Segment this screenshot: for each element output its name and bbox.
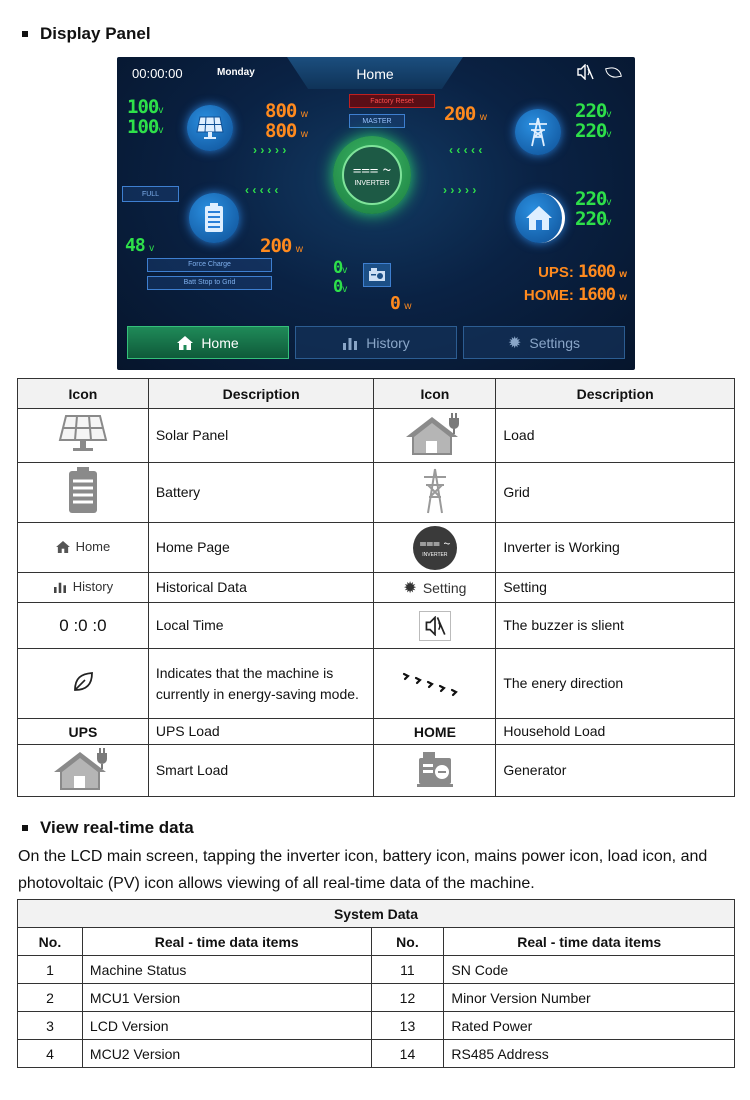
panel-nav-tabs bbox=[127, 326, 625, 359]
table-row bbox=[18, 649, 735, 719]
table-caption-row bbox=[18, 900, 735, 928]
icon-cell bbox=[18, 603, 149, 649]
icon-cell bbox=[18, 649, 149, 719]
load-house-icon bbox=[406, 411, 464, 457]
generator-icon bbox=[415, 750, 455, 788]
pv-voltage bbox=[127, 96, 164, 139]
battery-voltage-unit: v bbox=[149, 243, 155, 254]
table-header-row bbox=[18, 928, 735, 956]
header-icon: Icon bbox=[374, 379, 496, 409]
panel-day: Monday bbox=[217, 67, 255, 78]
dc-ac-symbol: ⩶ ∼ bbox=[419, 536, 451, 550]
header-items: Real - time data items bbox=[444, 928, 735, 956]
ups-value: 1600 bbox=[578, 262, 616, 282]
icon-cell bbox=[18, 463, 149, 523]
icon-cell bbox=[374, 719, 496, 745]
row-item: LCD Version bbox=[82, 1012, 371, 1040]
table-caption: System Data bbox=[18, 900, 735, 928]
description-cell: Solar Panel bbox=[148, 409, 374, 463]
home-tab-sample-label: Home bbox=[75, 539, 111, 555]
header-icon: Icon bbox=[18, 379, 149, 409]
home-icon bbox=[177, 336, 193, 350]
smart-load-icon bbox=[54, 746, 112, 792]
header-items: Real - time data items bbox=[82, 928, 371, 956]
generator-power-unit: w bbox=[404, 301, 412, 312]
row-item: MCU2 Version bbox=[82, 1040, 371, 1068]
grid-tower-icon bbox=[525, 117, 551, 147]
load-voltage-unit: v bbox=[606, 197, 612, 208]
grid-tower-icon bbox=[422, 468, 448, 514]
grid-power bbox=[444, 103, 487, 125]
description-cell: The buzzer is slient bbox=[496, 603, 735, 649]
generator-voltage-2: 0 bbox=[333, 277, 343, 297]
battery-button[interactable] bbox=[189, 193, 239, 243]
energy-arrows-battery: ‹ ‹ ‹ ‹ ‹ bbox=[245, 183, 279, 197]
icon-cell bbox=[374, 409, 496, 463]
pv-power-unit: w bbox=[300, 109, 309, 120]
load-house-icon bbox=[524, 204, 554, 232]
description-cell: Generator bbox=[496, 745, 735, 797]
section-title-realtime bbox=[22, 818, 194, 838]
generator-voltage bbox=[333, 260, 347, 298]
grid-voltage-1: 220 bbox=[575, 100, 607, 122]
setting-tab-sample bbox=[403, 578, 466, 598]
solar-panel-icon bbox=[57, 414, 109, 454]
row-number: 3 bbox=[18, 1012, 83, 1040]
icon-cell bbox=[18, 719, 149, 745]
row-number: 14 bbox=[371, 1040, 444, 1068]
battery-power bbox=[260, 235, 303, 257]
load-voltage bbox=[575, 188, 612, 231]
home-value: 1600 bbox=[578, 285, 616, 305]
gear-icon: ✹ bbox=[403, 579, 417, 597]
pv-power-unit: w bbox=[300, 129, 309, 140]
generator-power-value: 0 bbox=[390, 293, 400, 314]
table-row bbox=[18, 603, 735, 649]
row-number: 2 bbox=[18, 984, 83, 1012]
factory-reset-button[interactable]: Factory Reset bbox=[349, 94, 435, 108]
description-cell: Setting bbox=[496, 573, 735, 603]
table-row bbox=[18, 573, 735, 603]
home-label: HOME: bbox=[523, 287, 574, 304]
leaf-icon bbox=[71, 670, 95, 694]
generator-button[interactable] bbox=[363, 263, 391, 287]
icon-cell bbox=[18, 573, 149, 603]
table-header-row bbox=[18, 379, 735, 409]
mute-icon-frame bbox=[419, 611, 451, 641]
description-cell: UPS Load bbox=[148, 719, 374, 745]
energy-arrows-pv: › › › › › bbox=[253, 143, 287, 157]
battery-power-value: 200 bbox=[260, 235, 292, 257]
icon-cell bbox=[374, 463, 496, 523]
description-cell: The enery direction bbox=[496, 649, 735, 719]
mute-icon bbox=[424, 616, 446, 636]
panel-title: Home bbox=[356, 66, 394, 82]
grid-voltage bbox=[575, 100, 612, 143]
table-row bbox=[18, 956, 735, 984]
row-item: SN Code bbox=[444, 956, 735, 984]
icon-cell bbox=[374, 603, 496, 649]
force-charge-button[interactable]: Force Charge bbox=[147, 258, 272, 272]
description-cell: Local Time bbox=[148, 603, 374, 649]
table-row bbox=[18, 463, 735, 523]
table-row bbox=[18, 984, 735, 1012]
table-row bbox=[18, 719, 735, 745]
header-description: Description bbox=[496, 379, 735, 409]
batt-stop-to-grid-button[interactable]: Batt Stop to Grid bbox=[147, 276, 272, 290]
ups-unit: w bbox=[619, 269, 627, 280]
description-cell: Historical Data bbox=[148, 573, 374, 603]
section-title-display-panel bbox=[22, 24, 151, 44]
solar-panel-button[interactable] bbox=[187, 105, 233, 151]
pv-voltage-unit: v bbox=[158, 105, 164, 116]
intro-paragraph: On the LCD main screen, tapping the inverter icon, battery icon, mains power icon, load icon, and photovoltaic (PV) icon allows viewing of all real-time data of the machine. bbox=[18, 848, 708, 892]
inverter-mini-label: INVERTER bbox=[422, 552, 448, 558]
pv-voltage-2: 100 bbox=[127, 116, 159, 138]
home-unit: w bbox=[619, 292, 627, 303]
pv-power-2: 800 bbox=[265, 120, 297, 142]
pv-power bbox=[265, 100, 309, 143]
grid-voltage-2: 220 bbox=[575, 120, 607, 142]
status-icons bbox=[576, 64, 621, 80]
section-title-text: View real-time data bbox=[40, 818, 194, 837]
leaf-icon bbox=[605, 66, 622, 79]
row-item: Minor Version Number bbox=[444, 984, 735, 1012]
generator-power bbox=[390, 293, 412, 314]
grid-power-unit: w bbox=[479, 112, 488, 123]
history-tab-sample-label: History bbox=[72, 579, 114, 595]
load-voltage-unit: v bbox=[606, 217, 612, 228]
dc-ac-symbol: ⩶ ∼ bbox=[352, 161, 392, 178]
battery-voltage bbox=[125, 235, 154, 256]
table-row bbox=[18, 1012, 735, 1040]
load-voltage-2: 220 bbox=[575, 208, 607, 230]
bullet bbox=[22, 31, 28, 37]
panel-time: 00:00:00 bbox=[132, 66, 183, 81]
grid-voltage-unit: v bbox=[606, 109, 612, 120]
battery-voltage-value: 48 bbox=[125, 235, 145, 256]
generator-voltage-1: 0 bbox=[333, 258, 343, 278]
load-button[interactable] bbox=[515, 193, 565, 243]
system-data-table bbox=[17, 899, 735, 1068]
arrows-icon bbox=[400, 664, 470, 700]
history-icon bbox=[342, 336, 358, 350]
description-cell: Household Load bbox=[496, 719, 735, 745]
inverter-icon bbox=[342, 145, 402, 205]
mute-icon[interactable] bbox=[576, 64, 594, 80]
row-number: 13 bbox=[371, 1012, 444, 1040]
row-number: 12 bbox=[371, 984, 444, 1012]
grid-voltage-unit: v bbox=[606, 129, 612, 140]
ups-label: UPS: bbox=[538, 264, 574, 281]
row-item: MCU1 Version bbox=[82, 984, 371, 1012]
home-sample: HOME bbox=[413, 723, 456, 740]
tab-home[interactable] bbox=[127, 326, 289, 359]
history-icon bbox=[53, 581, 67, 593]
pv-power-1: 800 bbox=[265, 100, 297, 122]
generator-icon bbox=[368, 268, 386, 282]
row-item: Machine Status bbox=[82, 956, 371, 984]
solar-panel-icon bbox=[195, 115, 225, 141]
table-row bbox=[18, 523, 735, 573]
description-cell: Grid bbox=[496, 463, 735, 523]
icon-cell bbox=[374, 745, 496, 797]
header-description: Description bbox=[148, 379, 374, 409]
pv-voltage-1: 100 bbox=[127, 96, 159, 118]
history-tab-sample bbox=[53, 579, 113, 594]
home-icon bbox=[56, 541, 70, 553]
description-cell: Load bbox=[496, 409, 735, 463]
load-voltage-1: 220 bbox=[575, 188, 607, 210]
table-row bbox=[18, 409, 735, 463]
icon-cell bbox=[18, 409, 149, 463]
row-number: 4 bbox=[18, 1040, 83, 1068]
icon-cell bbox=[374, 649, 496, 719]
energy-arrows-grid: ‹ ‹ ‹ ‹ ‹ bbox=[449, 143, 483, 157]
icon-cell bbox=[374, 573, 496, 603]
inverter-label: INVERTER bbox=[354, 180, 390, 187]
tab-history[interactable] bbox=[295, 326, 457, 359]
load-power-readout bbox=[524, 262, 627, 308]
icon-description-table bbox=[17, 378, 735, 797]
generator-voltage-unit: v bbox=[342, 265, 348, 276]
lcd-display-panel bbox=[117, 57, 635, 370]
master-button[interactable]: MASTER bbox=[349, 114, 405, 128]
tab-home-label: Home bbox=[201, 334, 239, 351]
tab-settings[interactable] bbox=[463, 326, 625, 359]
description-cell: Battery bbox=[148, 463, 374, 523]
description-cell: Home Page bbox=[148, 523, 374, 573]
ups-sample: UPS bbox=[68, 723, 98, 740]
bullet bbox=[22, 825, 28, 831]
battery-power-unit: w bbox=[295, 244, 304, 255]
description-cell: Indicates that the machine is currently in energy-saving mode. bbox=[148, 649, 374, 719]
inverter-icon bbox=[413, 526, 457, 570]
grid-button[interactable] bbox=[515, 109, 561, 155]
energy-arrows-load: › › › › › bbox=[443, 183, 477, 197]
local-time-sample: 0 :0 :0 bbox=[59, 615, 107, 635]
gear-icon: ✹ bbox=[508, 334, 522, 352]
table-row bbox=[18, 1040, 735, 1068]
battery-icon bbox=[204, 203, 224, 233]
home-tab-sample bbox=[56, 539, 111, 554]
tab-settings-label: Settings bbox=[529, 334, 580, 351]
pv-voltage-unit: v bbox=[158, 125, 164, 136]
icon-cell bbox=[18, 523, 149, 573]
setting-tab-sample-label: Setting bbox=[422, 579, 467, 596]
row-item: Rated Power bbox=[444, 1012, 735, 1040]
battery-full-status: FULL bbox=[122, 186, 179, 202]
tab-history-label: History bbox=[366, 334, 410, 351]
icon-cell bbox=[18, 745, 149, 797]
section-title-text: Display Panel bbox=[40, 24, 151, 43]
icon-cell bbox=[374, 523, 496, 573]
description-cell: Inverter is Working bbox=[496, 523, 735, 573]
inverter-button[interactable] bbox=[333, 136, 411, 214]
generator-voltage-unit: v bbox=[342, 284, 348, 295]
table-row bbox=[18, 745, 735, 797]
row-number: 11 bbox=[371, 956, 444, 984]
row-item: RS485 Address bbox=[444, 1040, 735, 1068]
grid-power-value: 200 bbox=[444, 103, 476, 125]
header-no: No. bbox=[371, 928, 444, 956]
battery-icon bbox=[67, 467, 99, 515]
row-number: 1 bbox=[18, 956, 83, 984]
header-no: No. bbox=[18, 928, 83, 956]
description-cell: Smart Load bbox=[148, 745, 374, 797]
